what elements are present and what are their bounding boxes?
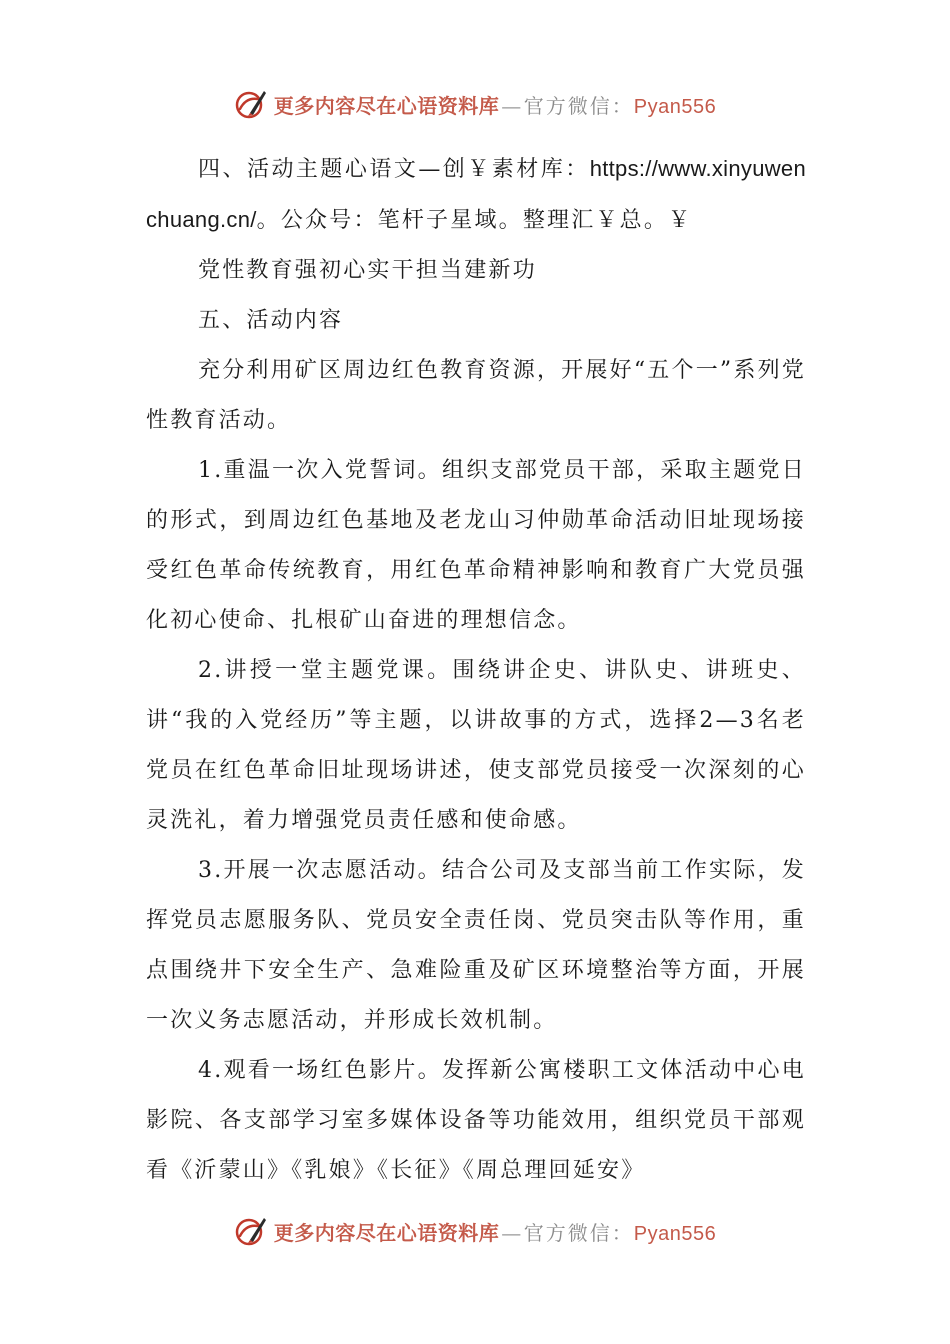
theme-text: 四、活动主题心语文—创￥素材库： (198, 157, 590, 182)
watermark-wechat-label: 官方微信： (523, 93, 634, 118)
paragraph-item-1: 1.重温一次入党誓词。组织支部党员干部，采取主题党日的形式，到周边红色基地及老龙山习仲勋革命活动旧址现场接受红色革命传统教育，用红色革命精神影响和教育广大党员强化初心使命、扎根矿山奋进的理想信念。 (146, 458, 806, 633)
watermark-dash: — (501, 93, 522, 118)
watermark-wechat-label: 官方微信： (523, 1220, 634, 1245)
watermark-site-text: 更多内容尽在心语资料库 (273, 93, 500, 118)
paragraph-item-3: 3.开展一次志愿活动。结合公司及支部当前工作实际，发挥党员志愿服务队、党员安全责任岗、党员突击队等作用，重点围绕井下安全生产、急难险重及矿区环境整治等方面，开展一次义务志愿活动，并形成长效机制。 (146, 858, 806, 1033)
header-watermark (234, 87, 716, 121)
paragraph-item-2: 2.讲授一堂主题党课。围绕讲企史、讲队史、讲班史、讲“我的入党经历”等主题，以讲故事的方式，选择2—3名老党员在红色革命旧址现场讲述，使支部党员接受一次深刻的心灵洗礼，着力增强党员责任感和使命感。 (146, 658, 806, 833)
paragraph-item-4: 4.观看一场红色影片。发挥新公寓楼职工文体活动中心电影院、各支部学习室多媒体设备等功能效用，组织党员干部观看《沂蒙山》《乳娘》《长征》《周总理回延安》 (146, 1058, 806, 1183)
document-body (146, 144, 806, 1196)
watermark-wechat-id: Pyan556 (633, 95, 717, 118)
paragraph-intro: 充分利用矿区周边红色教育资源，开展好“五个一”系列党性教育活动。 (146, 358, 806, 433)
watermark-site-text: 更多内容尽在心语资料库 (273, 1220, 500, 1245)
theme-url: https://www.xinyuwenchuang.cn/ (146, 156, 806, 232)
theme-text-tail: 。公众号：笔杆子星域。整理汇￥总。￥ (256, 208, 693, 233)
watermark-wechat-id: Pyan556 (633, 1222, 717, 1245)
watermark-text (274, 90, 716, 119)
heading-activity-content: 五、活动内容 (198, 308, 344, 333)
pen-logo-icon (234, 87, 268, 121)
paragraph-activity-theme (146, 144, 806, 246)
pen-logo-icon (234, 1214, 268, 1248)
footer-watermark-banner (0, 1211, 950, 1251)
header-watermark-banner (0, 84, 950, 124)
watermark-text (274, 1217, 716, 1246)
watermark-dash: — (501, 1220, 522, 1245)
paragraph-theme-slogan: 党性教育强初心实干担当建新功 (198, 258, 537, 283)
footer-watermark (234, 1214, 716, 1248)
